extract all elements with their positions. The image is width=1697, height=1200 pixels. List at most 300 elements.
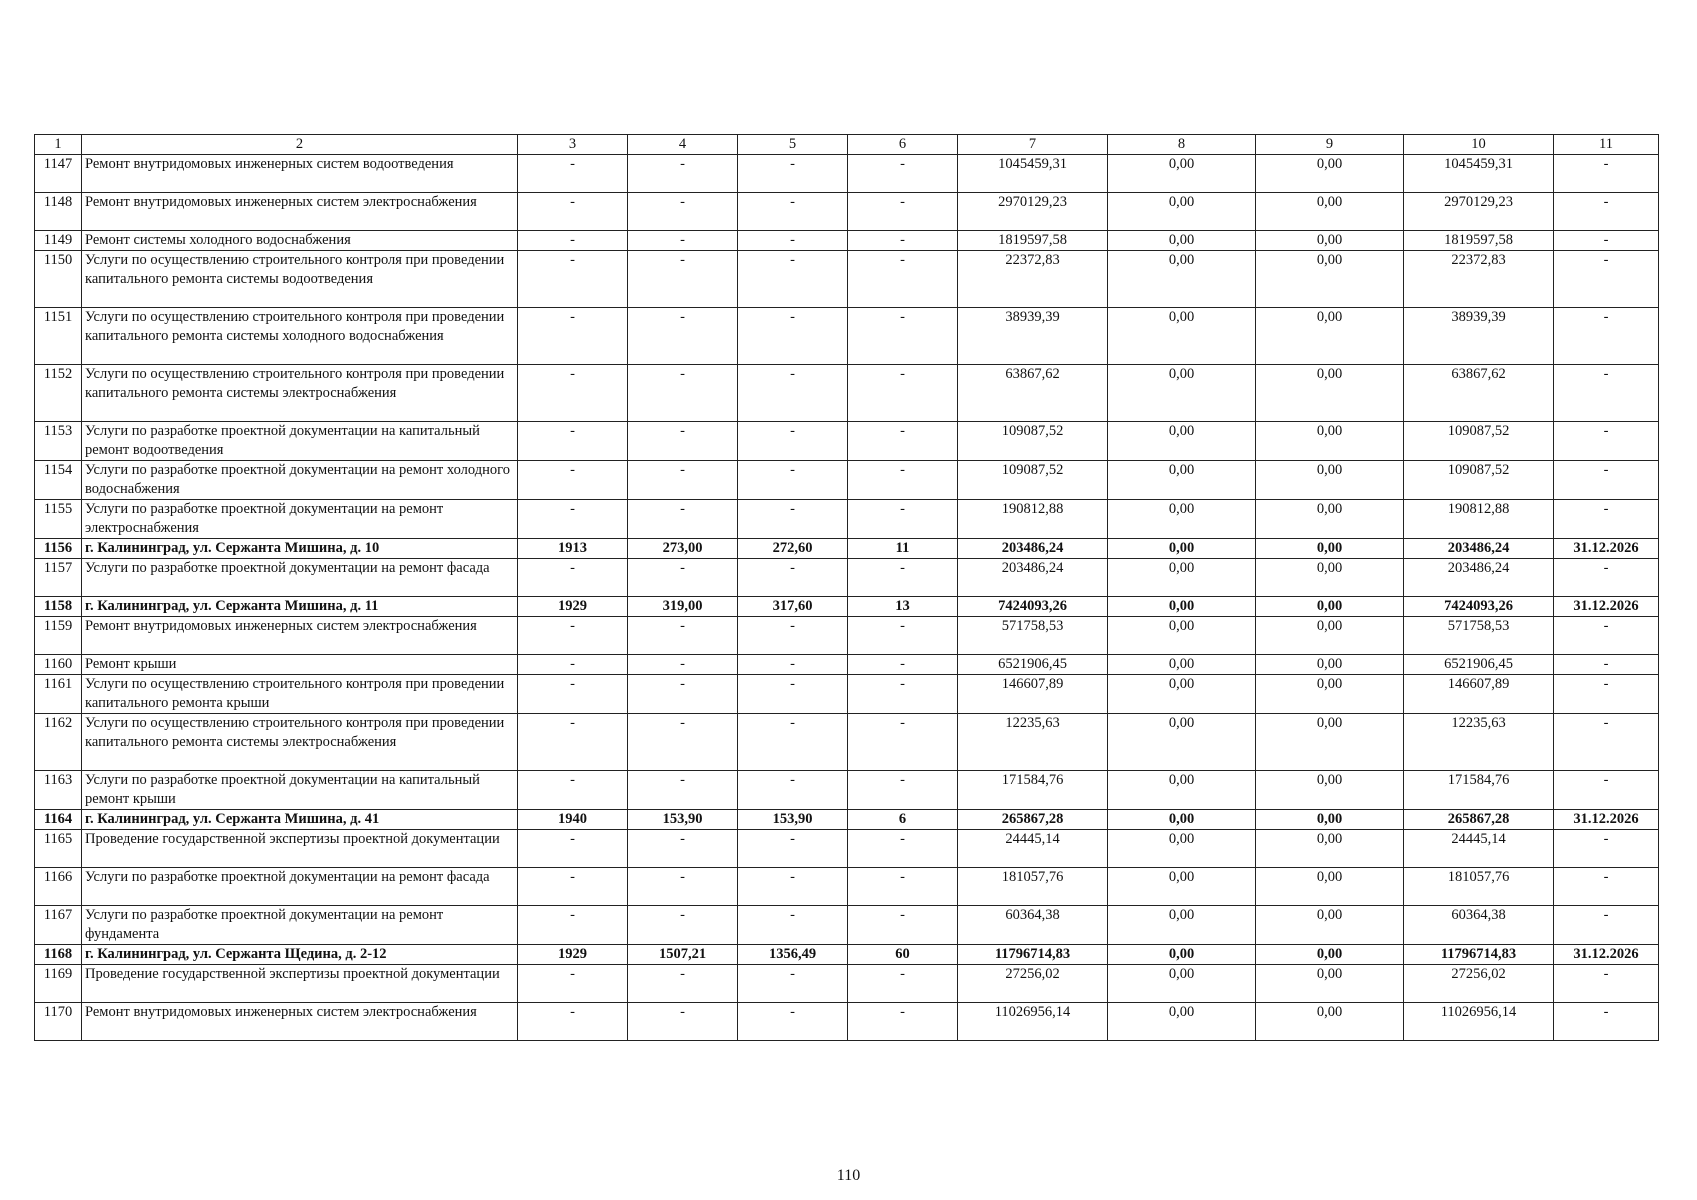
cost-total-cell: 11796714,83 bbox=[958, 945, 1108, 965]
area-living-cell: - bbox=[738, 193, 848, 231]
header-cell: 5 bbox=[738, 135, 848, 155]
year-cell: - bbox=[518, 461, 628, 500]
area-living-cell: - bbox=[738, 714, 848, 771]
row-number-cell: 1150 bbox=[35, 251, 82, 308]
owners-cell: 22372,83 bbox=[1404, 251, 1554, 308]
work-description-cell: Услуги по разработке проектной документации на капитальный ремонт водоотведения bbox=[82, 422, 518, 461]
address-cell: г. Калининград, ул. Сержанта Мишина, д. 10 bbox=[82, 539, 518, 559]
work-row bbox=[35, 965, 1659, 1003]
budget-cell: 0,00 bbox=[1256, 945, 1404, 965]
budget-cell: 0,00 bbox=[1256, 1003, 1404, 1041]
area-living-cell: 1356,49 bbox=[738, 945, 848, 965]
area-living-cell: - bbox=[738, 1003, 848, 1041]
residents-cell: - bbox=[848, 500, 958, 539]
deadline-cell: - bbox=[1554, 868, 1659, 906]
work-description-cell: Проведение государственной экспертизы проектной документации bbox=[82, 965, 518, 1003]
owners-cell: 60364,38 bbox=[1404, 906, 1554, 945]
row-number-cell: 1157 bbox=[35, 559, 82, 597]
row-number-cell: 1149 bbox=[35, 231, 82, 251]
cost-total-cell: 2970129,23 bbox=[958, 193, 1108, 231]
row-number-cell: 1166 bbox=[35, 868, 82, 906]
fund-cell: 0,00 bbox=[1108, 945, 1256, 965]
fund-cell: 0,00 bbox=[1108, 655, 1256, 675]
deadline-cell: - bbox=[1554, 714, 1659, 771]
residents-cell: - bbox=[848, 559, 958, 597]
owners-cell: 2970129,23 bbox=[1404, 193, 1554, 231]
work-row bbox=[35, 308, 1659, 365]
row-number-cell: 1168 bbox=[35, 945, 82, 965]
deadline-cell: - bbox=[1554, 422, 1659, 461]
area-total-cell: - bbox=[628, 155, 738, 193]
budget-cell: 0,00 bbox=[1256, 539, 1404, 559]
year-cell: - bbox=[518, 617, 628, 655]
cost-total-cell: 1045459,31 bbox=[958, 155, 1108, 193]
owners-cell: 27256,02 bbox=[1404, 965, 1554, 1003]
fund-cell: 0,00 bbox=[1108, 251, 1256, 308]
work-description-cell: Проведение государственной экспертизы проектной документации bbox=[82, 830, 518, 868]
budget-cell: 0,00 bbox=[1256, 810, 1404, 830]
area-living-cell: - bbox=[738, 559, 848, 597]
row-number-cell: 1152 bbox=[35, 365, 82, 422]
budget-cell: 0,00 bbox=[1256, 597, 1404, 617]
owners-cell: 11796714,83 bbox=[1404, 945, 1554, 965]
fund-cell: 0,00 bbox=[1108, 906, 1256, 945]
residents-cell: - bbox=[848, 965, 958, 1003]
year-cell: - bbox=[518, 308, 628, 365]
address-cell: г. Калининград, ул. Сержанта Мишина, д. 41 bbox=[82, 810, 518, 830]
area-total-cell: - bbox=[628, 559, 738, 597]
area-total-cell: - bbox=[628, 965, 738, 1003]
address-row bbox=[35, 539, 1659, 559]
area-living-cell: - bbox=[738, 155, 848, 193]
work-row bbox=[35, 1003, 1659, 1041]
deadline-cell: - bbox=[1554, 906, 1659, 945]
cost-total-cell: 22372,83 bbox=[958, 251, 1108, 308]
row-number-cell: 1167 bbox=[35, 906, 82, 945]
year-cell: - bbox=[518, 965, 628, 1003]
row-number-cell: 1162 bbox=[35, 714, 82, 771]
deadline-cell: 31.12.2026 bbox=[1554, 539, 1659, 559]
work-description-cell: Ремонт внутридомовых инженерных систем электроснабжения bbox=[82, 1003, 518, 1041]
residents-cell: - bbox=[848, 675, 958, 714]
header-cell: 1 bbox=[35, 135, 82, 155]
area-living-cell: - bbox=[738, 965, 848, 1003]
fund-cell: 0,00 bbox=[1108, 830, 1256, 868]
work-description-cell: Услуги по осуществлению строительного контроля при проведении капитального ремонта системы холодного водоснабжения bbox=[82, 308, 518, 365]
header-cell: 4 bbox=[628, 135, 738, 155]
budget-cell: 0,00 bbox=[1256, 155, 1404, 193]
page-number: 110 bbox=[836, 1167, 861, 1184]
year-cell: 1929 bbox=[518, 597, 628, 617]
work-row bbox=[35, 559, 1659, 597]
residents-cell: - bbox=[848, 155, 958, 193]
owners-cell: 171584,76 bbox=[1404, 771, 1554, 810]
cost-total-cell: 171584,76 bbox=[958, 771, 1108, 810]
header-cell: 8 bbox=[1108, 135, 1256, 155]
fund-cell: 0,00 bbox=[1108, 1003, 1256, 1041]
owners-cell: 109087,52 bbox=[1404, 422, 1554, 461]
area-total-cell: - bbox=[628, 500, 738, 539]
owners-cell: 109087,52 bbox=[1404, 461, 1554, 500]
year-cell: - bbox=[518, 655, 628, 675]
owners-cell: 203486,24 bbox=[1404, 539, 1554, 559]
owners-cell: 6521906,45 bbox=[1404, 655, 1554, 675]
residents-cell: - bbox=[848, 771, 958, 810]
deadline-cell: - bbox=[1554, 1003, 1659, 1041]
work-description-cell: Ремонт внутридомовых инженерных систем электроснабжения bbox=[82, 193, 518, 231]
row-number-cell: 1147 bbox=[35, 155, 82, 193]
row-number-cell: 1156 bbox=[35, 539, 82, 559]
owners-cell: 11026956,14 bbox=[1404, 1003, 1554, 1041]
budget-cell: 0,00 bbox=[1256, 771, 1404, 810]
deadline-cell: 31.12.2026 bbox=[1554, 597, 1659, 617]
residents-cell: - bbox=[848, 365, 958, 422]
row-number-cell: 1154 bbox=[35, 461, 82, 500]
row-number-cell: 1148 bbox=[35, 193, 82, 231]
deadline-cell: - bbox=[1554, 308, 1659, 365]
year-cell: - bbox=[518, 193, 628, 231]
area-total-cell: - bbox=[628, 308, 738, 365]
cost-total-cell: 109087,52 bbox=[958, 461, 1108, 500]
row-number-cell: 1153 bbox=[35, 422, 82, 461]
owners-cell: 1819597,58 bbox=[1404, 231, 1554, 251]
budget-cell: 0,00 bbox=[1256, 308, 1404, 365]
deadline-cell: - bbox=[1554, 251, 1659, 308]
year-cell: - bbox=[518, 422, 628, 461]
residents-cell: - bbox=[848, 422, 958, 461]
header-cell: 7 bbox=[958, 135, 1108, 155]
work-row bbox=[35, 655, 1659, 675]
deadline-cell: 31.12.2026 bbox=[1554, 810, 1659, 830]
cost-total-cell: 60364,38 bbox=[958, 906, 1108, 945]
area-living-cell: - bbox=[738, 251, 848, 308]
fund-cell: 0,00 bbox=[1108, 539, 1256, 559]
work-row bbox=[35, 422, 1659, 461]
year-cell: - bbox=[518, 1003, 628, 1041]
area-total-cell: - bbox=[628, 231, 738, 251]
work-row bbox=[35, 714, 1659, 771]
budget-cell: 0,00 bbox=[1256, 655, 1404, 675]
work-row bbox=[35, 906, 1659, 945]
residents-cell: - bbox=[848, 251, 958, 308]
residents-cell: - bbox=[848, 193, 958, 231]
cost-total-cell: 571758,53 bbox=[958, 617, 1108, 655]
residents-cell: - bbox=[848, 1003, 958, 1041]
year-cell: 1940 bbox=[518, 810, 628, 830]
work-row bbox=[35, 231, 1659, 251]
year-cell: 1913 bbox=[518, 539, 628, 559]
residents-cell: 13 bbox=[848, 597, 958, 617]
work-description-cell: Ремонт внутридомовых инженерных систем водоотведения bbox=[82, 155, 518, 193]
area-total-cell: - bbox=[628, 675, 738, 714]
area-total-cell: - bbox=[628, 868, 738, 906]
budget-cell: 0,00 bbox=[1256, 965, 1404, 1003]
address-row bbox=[35, 945, 1659, 965]
budget-cell: 0,00 bbox=[1256, 365, 1404, 422]
budget-cell: 0,00 bbox=[1256, 251, 1404, 308]
row-number-cell: 1159 bbox=[35, 617, 82, 655]
cost-total-cell: 63867,62 bbox=[958, 365, 1108, 422]
residents-cell: - bbox=[848, 308, 958, 365]
area-total-cell: 319,00 bbox=[628, 597, 738, 617]
cost-total-cell: 181057,76 bbox=[958, 868, 1108, 906]
fund-cell: 0,00 bbox=[1108, 365, 1256, 422]
work-row bbox=[35, 500, 1659, 539]
owners-cell: 1045459,31 bbox=[1404, 155, 1554, 193]
work-row bbox=[35, 617, 1659, 655]
area-total-cell: - bbox=[628, 714, 738, 771]
work-description-cell: Услуги по осуществлению строительного контроля при проведении капитального ремонта системы электроснабжения bbox=[82, 714, 518, 771]
fund-cell: 0,00 bbox=[1108, 868, 1256, 906]
area-total-cell: - bbox=[628, 655, 738, 675]
fund-cell: 0,00 bbox=[1108, 714, 1256, 771]
header-cell: 9 bbox=[1256, 135, 1404, 155]
work-description-cell: Ремонт системы холодного водоснабжения bbox=[82, 231, 518, 251]
area-total-cell: - bbox=[628, 461, 738, 500]
year-cell: - bbox=[518, 251, 628, 308]
area-living-cell: - bbox=[738, 830, 848, 868]
work-description-cell: Услуги по осуществлению строительного контроля при проведении капитального ремонта системы электроснабжения bbox=[82, 365, 518, 422]
owners-cell: 63867,62 bbox=[1404, 365, 1554, 422]
year-cell: - bbox=[518, 906, 628, 945]
work-description-cell: Услуги по разработке проектной документации на ремонт электроснабжения bbox=[82, 500, 518, 539]
work-schedule-table bbox=[34, 134, 1659, 1041]
budget-cell: 0,00 bbox=[1256, 714, 1404, 771]
area-living-cell: - bbox=[738, 675, 848, 714]
fund-cell: 0,00 bbox=[1108, 597, 1256, 617]
owners-cell: 24445,14 bbox=[1404, 830, 1554, 868]
work-row bbox=[35, 461, 1659, 500]
fund-cell: 0,00 bbox=[1108, 422, 1256, 461]
budget-cell: 0,00 bbox=[1256, 231, 1404, 251]
cost-total-cell: 265867,28 bbox=[958, 810, 1108, 830]
cost-total-cell: 1819597,58 bbox=[958, 231, 1108, 251]
work-row bbox=[35, 251, 1659, 308]
address-row bbox=[35, 597, 1659, 617]
residents-cell: 6 bbox=[848, 810, 958, 830]
owners-cell: 190812,88 bbox=[1404, 500, 1554, 539]
residents-cell: - bbox=[848, 868, 958, 906]
year-cell: - bbox=[518, 830, 628, 868]
header-cell: 6 bbox=[848, 135, 958, 155]
area-living-cell: - bbox=[738, 771, 848, 810]
area-total-cell: - bbox=[628, 906, 738, 945]
row-number-cell: 1170 bbox=[35, 1003, 82, 1041]
year-cell: - bbox=[518, 559, 628, 597]
fund-cell: 0,00 bbox=[1108, 193, 1256, 231]
work-row bbox=[35, 365, 1659, 422]
work-row bbox=[35, 675, 1659, 714]
fund-cell: 0,00 bbox=[1108, 155, 1256, 193]
row-number-cell: 1164 bbox=[35, 810, 82, 830]
fund-cell: 0,00 bbox=[1108, 500, 1256, 539]
cost-total-cell: 6521906,45 bbox=[958, 655, 1108, 675]
deadline-cell: - bbox=[1554, 771, 1659, 810]
deadline-cell: - bbox=[1554, 617, 1659, 655]
area-total-cell: 1507,21 bbox=[628, 945, 738, 965]
address-row bbox=[35, 810, 1659, 830]
owners-cell: 12235,63 bbox=[1404, 714, 1554, 771]
residents-cell: - bbox=[848, 461, 958, 500]
cost-total-cell: 38939,39 bbox=[958, 308, 1108, 365]
residents-cell: - bbox=[848, 830, 958, 868]
area-total-cell: - bbox=[628, 830, 738, 868]
work-description-cell: Услуги по разработке проектной документации на ремонт фундамента bbox=[82, 906, 518, 945]
cost-total-cell: 146607,89 bbox=[958, 675, 1108, 714]
deadline-cell: - bbox=[1554, 559, 1659, 597]
row-number-cell: 1151 bbox=[35, 308, 82, 365]
residents-cell: - bbox=[848, 231, 958, 251]
deadline-cell: - bbox=[1554, 500, 1659, 539]
address-cell: г. Калининград, ул. Сержанта Мишина, д. 11 bbox=[82, 597, 518, 617]
area-total-cell: - bbox=[628, 251, 738, 308]
work-row bbox=[35, 155, 1659, 193]
owners-cell: 7424093,26 bbox=[1404, 597, 1554, 617]
year-cell: - bbox=[518, 365, 628, 422]
area-living-cell: 317,60 bbox=[738, 597, 848, 617]
year-cell: - bbox=[518, 868, 628, 906]
area-living-cell: - bbox=[738, 655, 848, 675]
residents-cell: - bbox=[848, 714, 958, 771]
work-description-cell: Услуги по осуществлению строительного контроля при проведении капитального ремонта крыши bbox=[82, 675, 518, 714]
area-living-cell: - bbox=[738, 231, 848, 251]
work-description-cell: Услуги по разработке проектной документации на капитальный ремонт крыши bbox=[82, 771, 518, 810]
deadline-cell: - bbox=[1554, 830, 1659, 868]
deadline-cell: 31.12.2026 bbox=[1554, 945, 1659, 965]
residents-cell: - bbox=[848, 906, 958, 945]
area-living-cell: - bbox=[738, 906, 848, 945]
residents-cell: - bbox=[848, 617, 958, 655]
deadline-cell: - bbox=[1554, 965, 1659, 1003]
year-cell: - bbox=[518, 500, 628, 539]
area-total-cell: - bbox=[628, 365, 738, 422]
owners-cell: 571758,53 bbox=[1404, 617, 1554, 655]
owners-cell: 181057,76 bbox=[1404, 868, 1554, 906]
owners-cell: 203486,24 bbox=[1404, 559, 1554, 597]
fund-cell: 0,00 bbox=[1108, 810, 1256, 830]
year-cell: 1929 bbox=[518, 945, 628, 965]
year-cell: - bbox=[518, 771, 628, 810]
area-total-cell: - bbox=[628, 422, 738, 461]
area-total-cell: - bbox=[628, 193, 738, 231]
budget-cell: 0,00 bbox=[1256, 422, 1404, 461]
budget-cell: 0,00 bbox=[1256, 193, 1404, 231]
area-living-cell: 153,90 bbox=[738, 810, 848, 830]
area-living-cell: - bbox=[738, 500, 848, 539]
area-total-cell: - bbox=[628, 1003, 738, 1041]
address-cell: г. Калининград, ул. Сержанта Щедина, д. 2-12 bbox=[82, 945, 518, 965]
row-number-cell: 1163 bbox=[35, 771, 82, 810]
fund-cell: 0,00 bbox=[1108, 675, 1256, 714]
header-cell: 3 bbox=[518, 135, 628, 155]
cost-total-cell: 7424093,26 bbox=[958, 597, 1108, 617]
work-description-cell: Услуги по разработке проектной документации на ремонт холодного водоснабжения bbox=[82, 461, 518, 500]
year-cell: - bbox=[518, 675, 628, 714]
work-description-cell: Ремонт внутридомовых инженерных систем электроснабжения bbox=[82, 617, 518, 655]
row-number-cell: 1155 bbox=[35, 500, 82, 539]
area-living-cell: - bbox=[738, 365, 848, 422]
cost-total-cell: 190812,88 bbox=[958, 500, 1108, 539]
budget-cell: 0,00 bbox=[1256, 500, 1404, 539]
deadline-cell: - bbox=[1554, 193, 1659, 231]
cost-total-cell: 24445,14 bbox=[958, 830, 1108, 868]
area-total-cell: 273,00 bbox=[628, 539, 738, 559]
work-row bbox=[35, 868, 1659, 906]
residents-cell: - bbox=[848, 655, 958, 675]
row-number-cell: 1160 bbox=[35, 655, 82, 675]
fund-cell: 0,00 bbox=[1108, 771, 1256, 810]
deadline-cell: - bbox=[1554, 365, 1659, 422]
deadline-cell: - bbox=[1554, 675, 1659, 714]
deadline-cell: - bbox=[1554, 655, 1659, 675]
cost-total-cell: 11026956,14 bbox=[958, 1003, 1108, 1041]
header-cell: 10 bbox=[1404, 135, 1554, 155]
cost-total-cell: 27256,02 bbox=[958, 965, 1108, 1003]
budget-cell: 0,00 bbox=[1256, 830, 1404, 868]
row-number-cell: 1169 bbox=[35, 965, 82, 1003]
budget-cell: 0,00 bbox=[1256, 559, 1404, 597]
fund-cell: 0,00 bbox=[1108, 461, 1256, 500]
work-row bbox=[35, 830, 1659, 868]
budget-cell: 0,00 bbox=[1256, 906, 1404, 945]
year-cell: - bbox=[518, 231, 628, 251]
work-description-cell: Ремонт крыши bbox=[82, 655, 518, 675]
deadline-cell: - bbox=[1554, 461, 1659, 500]
area-living-cell: - bbox=[738, 422, 848, 461]
deadline-cell: - bbox=[1554, 155, 1659, 193]
row-number-cell: 1158 bbox=[35, 597, 82, 617]
row-number-cell: 1165 bbox=[35, 830, 82, 868]
cost-total-cell: 109087,52 bbox=[958, 422, 1108, 461]
work-description-cell: Услуги по разработке проектной документации на ремонт фасада bbox=[82, 559, 518, 597]
header-cell: 2 bbox=[82, 135, 518, 155]
fund-cell: 0,00 bbox=[1108, 308, 1256, 365]
owners-cell: 265867,28 bbox=[1404, 810, 1554, 830]
fund-cell: 0,00 bbox=[1108, 231, 1256, 251]
area-total-cell: 153,90 bbox=[628, 810, 738, 830]
area-living-cell: 272,60 bbox=[738, 539, 848, 559]
area-living-cell: - bbox=[738, 308, 848, 365]
residents-cell: 11 bbox=[848, 539, 958, 559]
fund-cell: 0,00 bbox=[1108, 559, 1256, 597]
area-living-cell: - bbox=[738, 868, 848, 906]
year-cell: - bbox=[518, 155, 628, 193]
budget-cell: 0,00 bbox=[1256, 868, 1404, 906]
budget-cell: 0,00 bbox=[1256, 675, 1404, 714]
area-total-cell: - bbox=[628, 617, 738, 655]
residents-cell: 60 bbox=[848, 945, 958, 965]
fund-cell: 0,00 bbox=[1108, 617, 1256, 655]
cost-total-cell: 12235,63 bbox=[958, 714, 1108, 771]
year-cell: - bbox=[518, 714, 628, 771]
row-number-cell: 1161 bbox=[35, 675, 82, 714]
owners-cell: 38939,39 bbox=[1404, 308, 1554, 365]
column-number-header bbox=[35, 135, 1659, 155]
header-cell: 11 bbox=[1554, 135, 1659, 155]
cost-total-cell: 203486,24 bbox=[958, 559, 1108, 597]
owners-cell: 146607,89 bbox=[1404, 675, 1554, 714]
work-description-cell: Услуги по осуществлению строительного контроля при проведении капитального ремонта системы водоотведения bbox=[82, 251, 518, 308]
area-living-cell: - bbox=[738, 617, 848, 655]
area-total-cell: - bbox=[628, 771, 738, 810]
deadline-cell: - bbox=[1554, 231, 1659, 251]
work-row bbox=[35, 193, 1659, 231]
fund-cell: 0,00 bbox=[1108, 965, 1256, 1003]
cost-total-cell: 203486,24 bbox=[958, 539, 1108, 559]
work-description-cell: Услуги по разработке проектной документации на ремонт фасада bbox=[82, 868, 518, 906]
area-living-cell: - bbox=[738, 461, 848, 500]
work-row bbox=[35, 771, 1659, 810]
